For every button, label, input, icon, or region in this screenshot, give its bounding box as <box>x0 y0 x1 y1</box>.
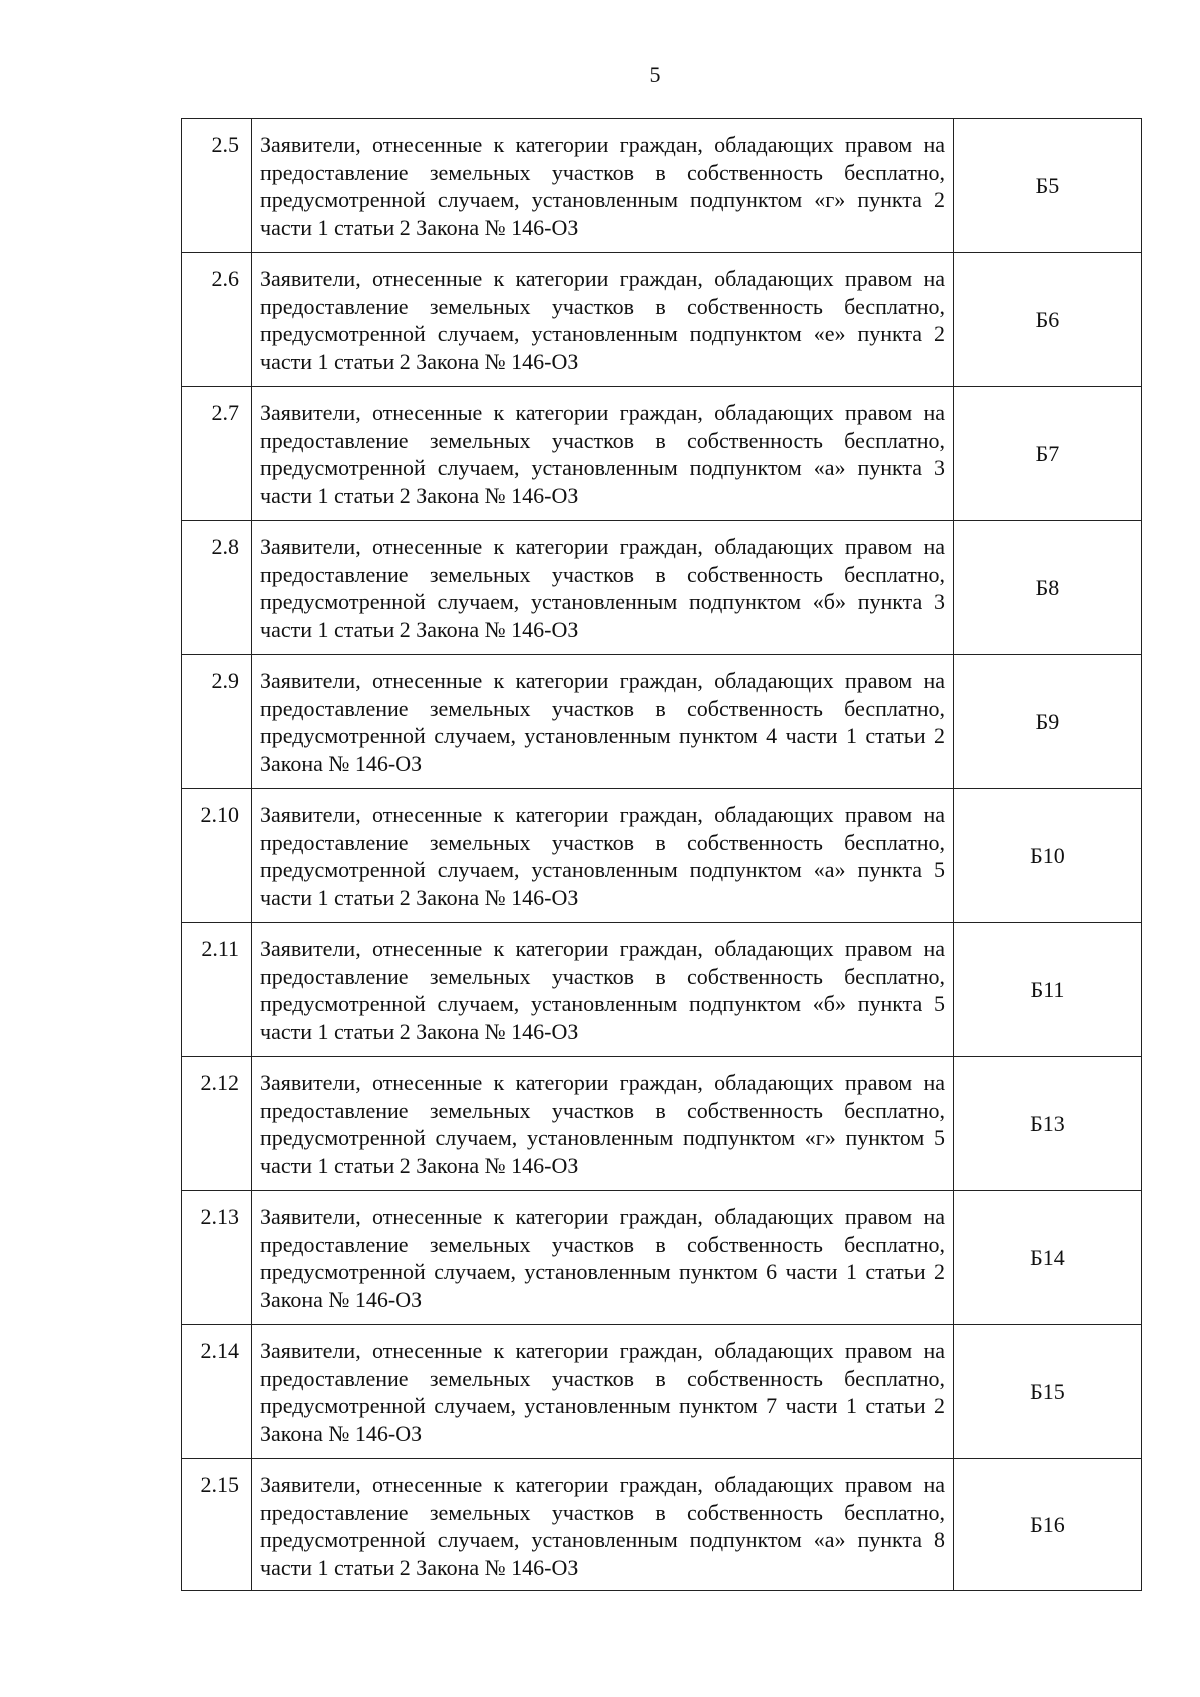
row-code: Б13 <box>954 1057 1142 1191</box>
row-number: 2.7 <box>182 387 252 521</box>
table-row <box>182 1191 1142 1325</box>
table-row <box>182 655 1142 789</box>
row-description: Заявители, отнесенные к категории граждан, обладающих правом на предоставление земельных участков в собственность бесплатно, предусмотренной случаем, установленным пунктом 6 части 1 статьи 2 Закона № 146-ОЗ <box>252 1191 954 1325</box>
row-number: 2.8 <box>182 521 252 655</box>
row-description: Заявители, отнесенные к категории граждан, обладающих правом на предоставление земельных участков в собственность бесплатно, предусмотренной случаем, установленным подпунктом «е» пункта 2 части 1 статьи 2 Закона № 146-ОЗ <box>252 253 954 387</box>
table-row <box>182 1325 1142 1459</box>
row-number: 2.9 <box>182 655 252 789</box>
table-row <box>182 387 1142 521</box>
row-number: 2.10 <box>182 789 252 923</box>
row-description: Заявители, отнесенные к категории граждан, обладающих правом на предоставление земельных участков в собственность бесплатно, предусмотренной случаем, установленным подпунктом «а» пункта 3 части 1 статьи 2 Закона № 146-ОЗ <box>252 387 954 521</box>
row-description: Заявители, отнесенные к категории граждан, обладающих правом на предоставление земельных участков в собственность бесплатно, предусмотренной случаем, установленным подпунктом «а» пункта 5 части 1 статьи 2 Закона № 146-ОЗ <box>252 789 954 923</box>
row-number: 2.6 <box>182 253 252 387</box>
row-code: Б7 <box>954 387 1142 521</box>
row-code: Б8 <box>954 521 1142 655</box>
row-code: Б6 <box>954 253 1142 387</box>
table-row <box>182 923 1142 1057</box>
row-description: Заявители, отнесенные к категории граждан, обладающих правом на предоставление земельных участков в собственность бесплатно, предусмотренной случаем, установленным пунктом 7 части 1 статьи 2 Закона № 146-ОЗ <box>252 1325 954 1459</box>
row-description: Заявители, отнесенные к категории граждан, обладающих правом на предоставление земельных участков в собственность бесплатно, предусмотренной случаем, установленным подпунктом «б» пункта 3 части 1 статьи 2 Закона № 146-ОЗ <box>252 521 954 655</box>
table-row <box>182 119 1142 253</box>
page-number: 5 <box>649 62 661 87</box>
row-code: Б11 <box>954 923 1142 1057</box>
row-code: Б9 <box>954 655 1142 789</box>
table-row <box>182 1057 1142 1191</box>
row-code: Б10 <box>954 789 1142 923</box>
row-description: Заявители, отнесенные к категории граждан, обладающих правом на предоставление земельных участков в собственность бесплатно, предусмотренной случаем, установленным подпунктом «г» пунктом 5 части 1 статьи 2 Закона № 146-ОЗ <box>252 1057 954 1191</box>
row-number: 2.11 <box>182 923 252 1057</box>
row-description: Заявители, отнесенные к категории граждан, обладающих правом на предоставление земельных участков в собственность бесплатно, предусмотренной случаем, установленным подпунктом «б» пункта 5 части 1 статьи 2 Закона № 146-ОЗ <box>252 923 954 1057</box>
row-number: 2.13 <box>182 1191 252 1325</box>
row-code: Б14 <box>954 1191 1142 1325</box>
row-description: Заявители, отнесенные к категории граждан, обладающих правом на предоставление земельных участков в собственность бесплатно, предусмотренной случаем, установленным пунктом 4 части 1 статьи 2 Закона № 146-ОЗ <box>252 655 954 789</box>
row-code: Б5 <box>954 119 1142 253</box>
row-number: 2.12 <box>182 1057 252 1191</box>
table-row <box>182 521 1142 655</box>
row-description: Заявители, отнесенные к категории граждан, обладающих правом на предоставление земельных участков в собственность бесплатно, предусмотренной случаем, установленным подпунктом «а» пункта 8 части 1 статьи 2 Закона № 146-ОЗ <box>252 1459 954 1591</box>
row-code: Б15 <box>954 1325 1142 1459</box>
row-number: 2.5 <box>182 119 252 253</box>
table-row <box>182 253 1142 387</box>
row-description: Заявители, отнесенные к категории граждан, обладающих правом на предоставление земельных участков в собственность бесплатно, предусмотренной случаем, установленным подпунктом «г» пункта 2 части 1 статьи 2 Закона № 146-ОЗ <box>252 119 954 253</box>
row-number: 2.14 <box>182 1325 252 1459</box>
row-number: 2.15 <box>182 1459 252 1591</box>
table-row <box>182 789 1142 923</box>
applicant-categories-table <box>181 118 1142 1591</box>
row-code: Б16 <box>954 1459 1142 1591</box>
table-row <box>182 1459 1142 1591</box>
